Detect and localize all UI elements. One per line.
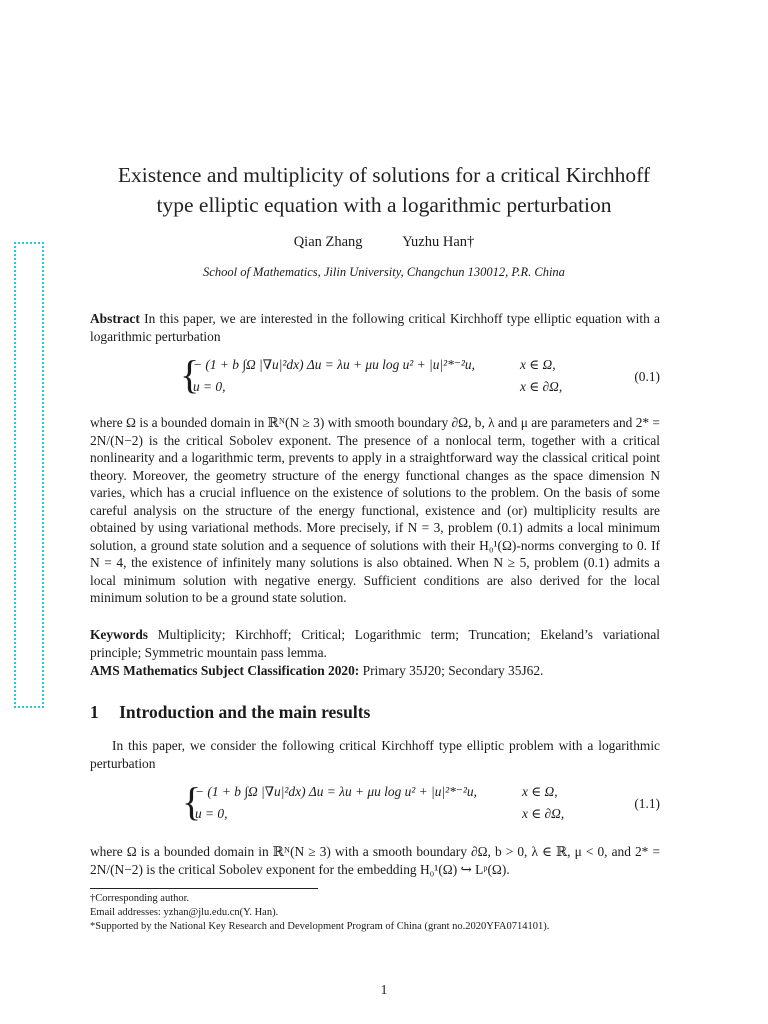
author-1: Qian Zhang	[293, 234, 363, 250]
sidebar-selection-box	[14, 242, 44, 708]
title-line-1: Existence and multiplicity of solutions for a critical Kirchhoff	[117, 163, 651, 187]
equation-condition-2: x ∈ ∂Ω,	[520, 379, 563, 394]
footnote-corresponding: †Corresponding author.	[90, 893, 190, 904]
section-number: 1	[90, 702, 99, 722]
equation-number: (0.1)	[634, 369, 660, 384]
equation-brace: {	[180, 352, 200, 397]
equation-condition-1: x ∈ Ω,	[520, 357, 556, 372]
abstract-label: Abstract	[90, 311, 140, 326]
ams-label: AMS Mathematics Subject Classification 2020:	[90, 663, 360, 678]
equation-condition-1: x ∈ Ω,	[522, 784, 558, 799]
page-number: 1	[380, 982, 388, 997]
affiliation: School of Mathematics, Jilin University, Changchun 130012, P.R. China	[203, 265, 565, 279]
intro-paragraph: In this paper, we consider the following critical Kirchhoff type elliptic problem with a logarithmic perturbation	[90, 738, 660, 771]
abstract-intro-text: In this paper, we are interested in the following critical Kirchhoff type elliptic equation with a logarithmic perturbation	[90, 311, 660, 344]
authors	[0, 234, 768, 251]
equation-line-1: − (1 + b ∫Ω |∇u|²dx) Δu = λu + μu log u² + |u|²*⁻²u,	[195, 784, 477, 799]
ams-classification	[90, 662, 660, 680]
footnote-rule	[90, 888, 318, 889]
keywords	[90, 626, 660, 661]
paper-title	[60, 160, 708, 220]
abstract-body: where Ω is a bounded domain in ℝᴺ(N ≥ 3) with smooth boundary ∂Ω, b, λ and μ are parameters and 2* = 2N/(N−2) is the critical Sobolev exponent. The presence of a nonlocal term, together with a critical nonlinearity and a logarithmic term, prevents to apply in a straightforward way the classical critical point theory. Moreover, the geometry structure of the energy functional changes as the space dimension N varies, which has a crucial influence on the existence of solutions to the problem. On the basis of some careful analysis on the structure of the energy functional, existence and (or) multiplicity results are obtained by using variational methods. More precisely, if N = 3, problem (0.1) admits a local minimum solution, a ground state solution and a sequence of solutions with their H₀¹(Ω)-norms converging to 0. If N = 4, the existence of infinitely many solutions is also obtained. When N ≥ 5, problem (0.1) admits a local minimum solution with negative energy. Sufficient conditions are also derived for the local minimum solution to be a ground state solution.	[90, 415, 660, 605]
equation-line-2: u = 0,	[193, 379, 226, 394]
author-2: Yuzhu Han†	[402, 234, 475, 250]
section-title: Introduction and the main results	[119, 702, 371, 722]
equation-line-2: u = 0,	[195, 806, 228, 821]
after-equation-paragraph: where Ω is a bounded domain in ℝᴺ(N ≥ 3) with a smooth boundary ∂Ω, b > 0, λ ∈ ℝ, μ < 0, and 2* = 2N/(N−2) is the critical Sobolev exponent for the embedding H₀¹(Ω) ↪ Lᵖ(Ω).	[90, 844, 660, 877]
section-heading	[90, 702, 370, 723]
equation-brace: {	[182, 779, 202, 824]
equation-line-1: − (1 + b ∫Ω |∇u|²dx) Δu = λu + μu log u² + |u|²*⁻²u,	[193, 357, 475, 372]
keywords-label: Keywords	[90, 627, 149, 642]
ams-text: Primary 35J20; Secondary 35J62.	[362, 663, 544, 678]
equation-condition-2: x ∈ ∂Ω,	[522, 806, 565, 821]
abstract-intro	[90, 310, 660, 345]
keywords-text: Multiplicity; Kirchhoff; Critical; Logarithmic term; Truncation; Ekeland’s variational principle; Symmetric mountain pass lemma.	[90, 627, 660, 660]
footnote-funding: *Supported by the National Key Research and Development Program of China (grant no.2020YFA0714101).	[90, 921, 550, 932]
title-line-2: type elliptic equation with a logarithmic perturbation	[156, 193, 612, 217]
equation-1-1	[90, 779, 660, 826]
equation-0-1	[90, 352, 660, 399]
footnote-email: Email addresses: yzhan@jlu.edu.cn(Y. Han).	[90, 907, 279, 918]
equation-number: (1.1)	[634, 796, 660, 811]
